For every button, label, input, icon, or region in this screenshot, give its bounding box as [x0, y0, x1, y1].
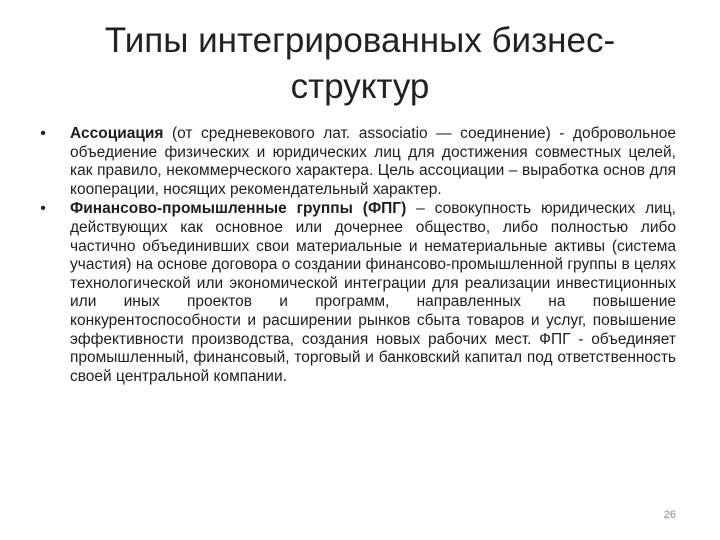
bullet-list	[36, 125, 676, 387]
bullet-item-fpg	[36, 200, 676, 386]
bullet-text: – совокупность юридических лиц, действующих как основное или дочернее общество, либо полностью либо частично объединивших свои материальные и нематериальные активы (система участия) на основе договора о создании финансово-промышленной группы в целях технологической или экономической интеграции для реализации инвестиционных или иных проектов и программ, направленных на повышение конкурентоспособности и расширении рынков сбыта товаров и услуг, повышение эффективности производства, создания новых рабочих мест. ФПГ - объединяет промышленный, финансовый, торговый и банковский капитал под ответственность своей центральной компании.	[70, 200, 676, 385]
bullet-item-association	[36, 125, 676, 199]
bullet-dot-icon: •	[40, 125, 46, 142]
slide-title: Типы интегрированных бизнес-структур	[104, 21, 616, 106]
bullet-term: Финансово-промышленные группы (ФПГ)	[70, 200, 407, 218]
bullet-dot-icon: •	[40, 200, 46, 218]
page-number: 26	[663, 509, 676, 521]
bullet-term: Ассоциация	[70, 125, 164, 142]
bullet-text: (от средневекового лат. associatio — соединение) - добровольное объедиение физических и юридических лиц для достижения совместных целей, как правило, некоммерческого характера. Цель ассоциации – выработка основ для кооперации, носящих рекомендательный характер.	[70, 125, 676, 198]
